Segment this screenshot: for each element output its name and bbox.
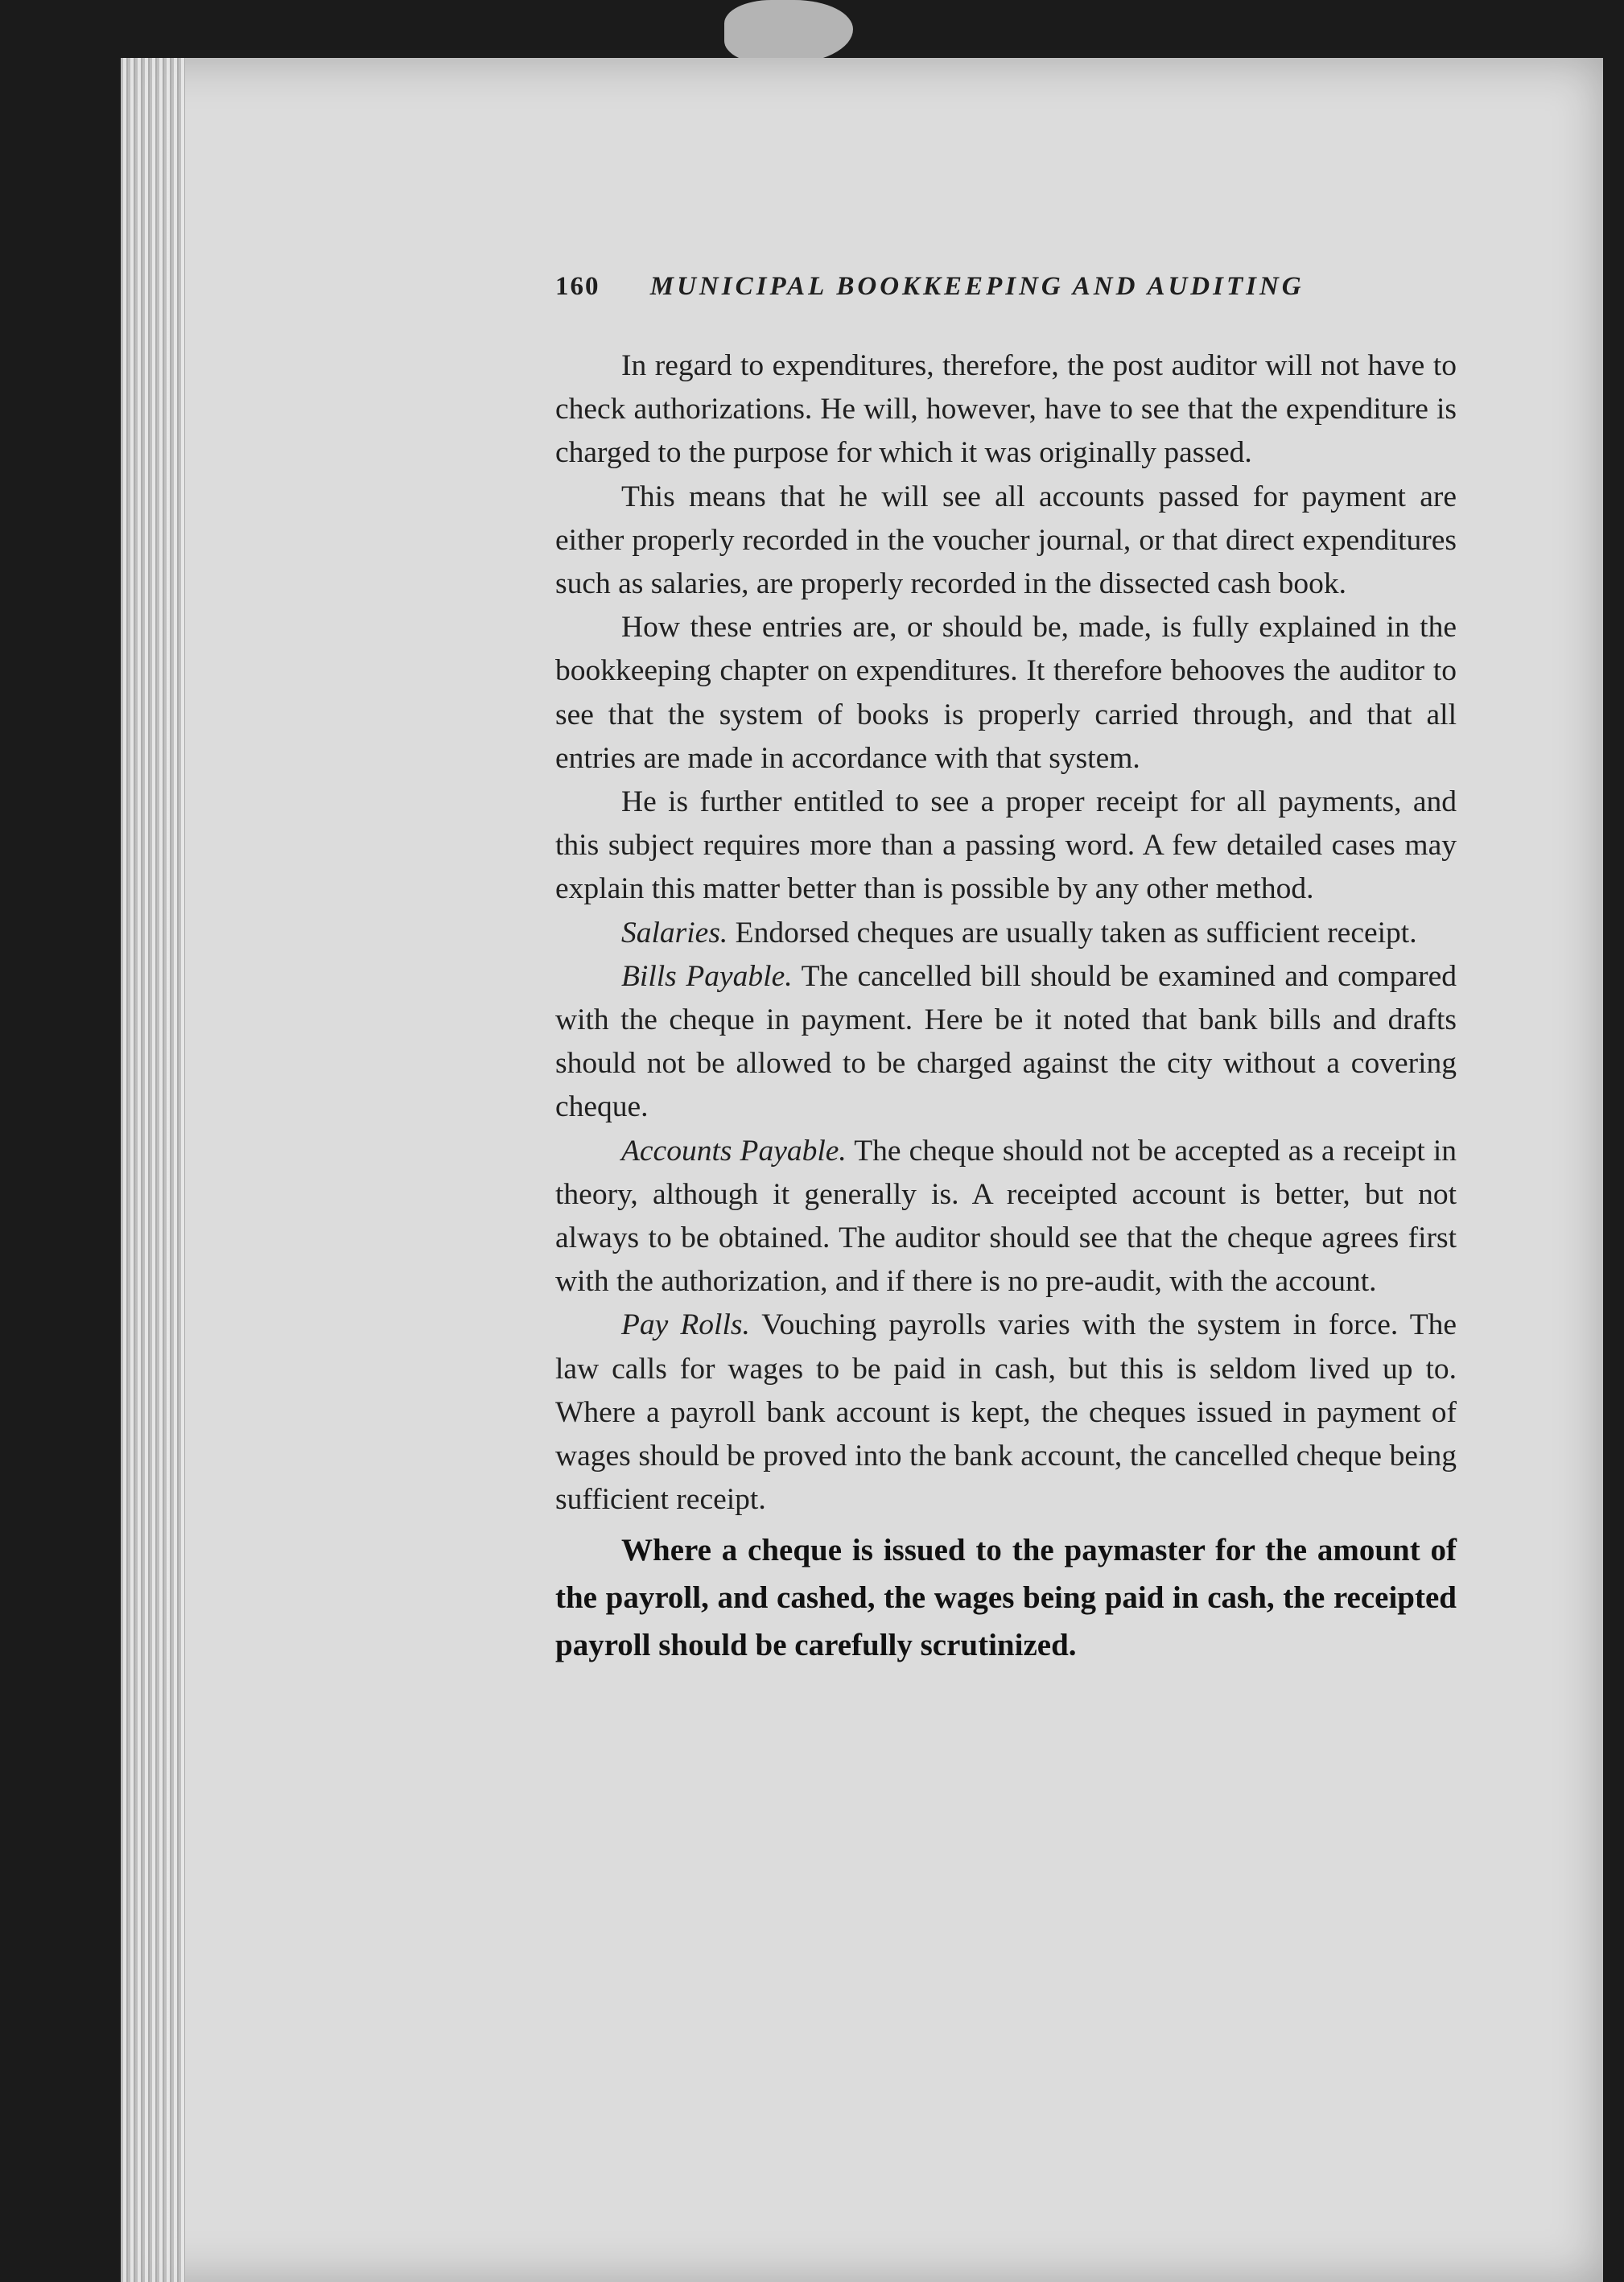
- paragraph-text: The cheque should not be accepted as a receipt in theory, although it generally is. A receipted account is better, but not always to be obtained. The auditor should see that the cheque agrees first with the authorization, and if there is no pre-audit, with the account.: [555, 1134, 1457, 1299]
- page-number: 160: [555, 272, 600, 301]
- paragraph-heading: Bills Payable.: [621, 959, 793, 993]
- page-edges: [121, 58, 185, 2282]
- paragraph-text: Vouching payrolls varies with the system in force. The law calls for wages to be paid in cash, but this is seldom lived up to. Where a payroll bank account is kept, the cheques issued in payment of wages should be proved into the bank account, the cancelled cheque being sufficient receipt.: [555, 1308, 1457, 1517]
- paragraph: [555, 912, 1457, 955]
- running-title: MUNICIPAL BOOKKEEPING AND AUDITING: [649, 272, 1305, 301]
- paragraph: He is further entitled to see a proper receipt for all payments, and this subject requires more than a passing word. A few detailed cases may explain this matter better than is possible by any other method.: [555, 785, 1457, 906]
- paragraph: [555, 1130, 1457, 1304]
- paragraph-heading: Accounts Payable.: [621, 1134, 847, 1168]
- paragraph: This means that he will see all accounts passed for payment are either properly recorded in the voucher journal, or that direct expenditures such as salaries, are properly recorded in the dissected cash book.: [555, 480, 1457, 601]
- body-text: [555, 344, 1457, 1669]
- paragraph-text: Endorsed cheques are usually taken as sufficient receipt.: [728, 916, 1417, 949]
- paragraph-text: The cancelled bill should be examined and compared with the cheque in payment. Here be it noted that bank bills and drafts should not be allowed to be charged against the city without a covering cheque.: [555, 959, 1457, 1124]
- ink-blot: [724, 0, 853, 64]
- page-header: [555, 272, 1473, 302]
- paragraph-heading: Salaries.: [621, 916, 728, 949]
- paragraph: [555, 955, 1457, 1130]
- paragraph: Where a cheque is issued to the paymaster for the amount of the payroll, and cashed, the wages being paid in cash, the receipted payroll should be carefully scrutinized.: [555, 1533, 1457, 1663]
- paragraph: In regard to expenditures, therefore, the post auditor will not have to check authorizations. He will, however, have to see that the expenditure is charged to the purpose for which it was originally passed.: [555, 349, 1457, 470]
- paragraph-heading: Pay Rolls.: [621, 1308, 750, 1342]
- paragraph: How these entries are, or should be, made, is fully explained in the bookkeeping chapter on expenditures. It therefore behooves the auditor to see that the system of books is properly carried through, and that all entries are made in accordance with that system.: [555, 611, 1457, 775]
- paragraph: [555, 1304, 1457, 1522]
